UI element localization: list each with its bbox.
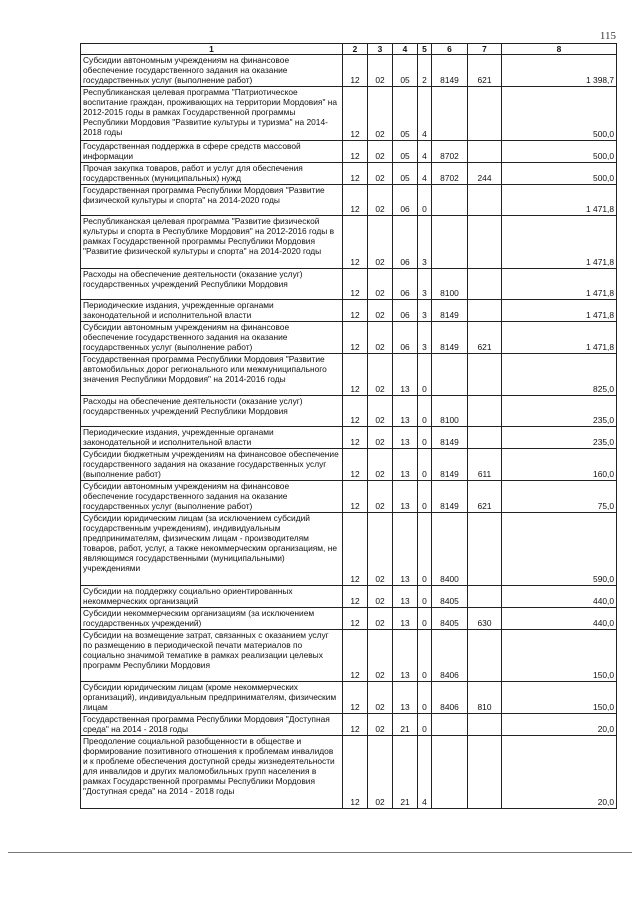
header-row [81,44,617,55]
column-header-4: 4 [393,44,418,55]
cell-c2: 12 [343,269,368,300]
cell-c6: 8406 [432,630,468,682]
cell-c7 [468,714,502,736]
table-row [81,449,617,481]
cell-c4: 05 [393,87,418,141]
column-header-6: 6 [432,44,468,55]
cell-c6 [432,216,468,269]
cell-c7 [468,185,502,216]
cell-c2: 12 [343,141,368,163]
cell-c2: 12 [343,513,368,586]
row-description: Субсидии на возмещение затрат, связанных с оказанием услуг по размещению в периодической печати материалов по социально значимой тематике в рамках реализации целевых программ Республики Мордовия [81,630,343,682]
cell-c5: 4 [418,163,432,185]
cell-c8: 825,0 [502,354,617,396]
cell-c4: 13 [393,513,418,586]
cell-c2: 12 [343,714,368,736]
row-description: Республиканская целевая программа "Развитие физической культуры и спорта в Республике Мордовия" на 2012-2016 годы в рамках Государственной программы Республики Мордовия "Развитие физической культуры и спорта" на 2014-2020 годы [81,216,343,269]
cell-c7 [468,141,502,163]
cell-c5: 0 [418,185,432,216]
cell-c7 [468,216,502,269]
cell-c8: 150,0 [502,630,617,682]
row-description: Субсидии автономным учреждениям на финансовое обеспечение государственного задания на оказание государственных услуг (выполнение работ) [81,481,343,513]
cell-c5: 0 [418,396,432,427]
cell-c2: 12 [343,481,368,513]
cell-c2: 12 [343,87,368,141]
cell-c6: 8149 [432,322,468,354]
row-description: Субсидии юридическим лицам (кроме некоммерческих организаций), индивидуальным предпринимателям, физическим лицам [81,682,343,714]
cell-c6: 8100 [432,269,468,300]
cell-c6: 8149 [432,300,468,322]
cell-c7 [468,630,502,682]
cell-c3: 02 [368,736,393,809]
cell-c7: 621 [468,55,502,87]
table-row [81,736,617,809]
cell-c7 [468,300,502,322]
row-description: Субсидии автономным учреждениям на финансовое обеспечение государственного задания на оказание государственных услуг (выполнение работ) [81,322,343,354]
cell-c8: 500,0 [502,163,617,185]
cell-c5: 0 [418,586,432,608]
cell-c2: 12 [343,322,368,354]
row-description: Периодические издания, учрежденные органами законодательной и исполнительной власти [81,427,343,449]
cell-c8: 235,0 [502,396,617,427]
cell-c7 [468,87,502,141]
cell-c4: 13 [393,354,418,396]
cell-c5: 0 [418,354,432,396]
table-row [81,682,617,714]
cell-c5: 3 [418,269,432,300]
cell-c3: 02 [368,269,393,300]
row-description: Расходы на обеспечение деятельности (оказание услуг) государственных учреждений Республики Мордовия [81,396,343,427]
cell-c7 [468,736,502,809]
cell-c8: 20,0 [502,736,617,809]
cell-c3: 02 [368,481,393,513]
column-header-5: 5 [418,44,432,55]
cell-c3: 02 [368,354,393,396]
table-row [81,608,617,630]
cell-c5: 0 [418,427,432,449]
cell-c7 [468,427,502,449]
cell-c3: 02 [368,630,393,682]
cell-c6: 8149 [432,481,468,513]
cell-c5: 3 [418,322,432,354]
table-row [81,322,617,354]
cell-c4: 06 [393,216,418,269]
cell-c6: 8400 [432,513,468,586]
cell-c3: 02 [368,163,393,185]
cell-c2: 12 [343,55,368,87]
row-description: Субсидии некоммерческим организациям (за исключением государственных учреждений) [81,608,343,630]
cell-c4: 05 [393,163,418,185]
row-description: Государственная программа Республики Мордовия "Развитие автомобильных дорог регионального или межмуниципального значения Республики Мордовия" на 2014-2016 годы [81,354,343,396]
cell-c4: 05 [393,55,418,87]
cell-c2: 12 [343,630,368,682]
cell-c5: 4 [418,87,432,141]
cell-c2: 12 [343,682,368,714]
cell-c3: 02 [368,185,393,216]
cell-c4: 13 [393,396,418,427]
cell-c6: 8149 [432,55,468,87]
cell-c2: 12 [343,354,368,396]
cell-c4: 13 [393,682,418,714]
cell-c3: 02 [368,300,393,322]
cell-c8: 1 471,8 [502,322,617,354]
table-row [81,481,617,513]
cell-c8: 500,0 [502,87,617,141]
table-row [81,427,617,449]
cell-c2: 12 [343,736,368,809]
cell-c8: 1 398,7 [502,55,617,87]
cell-c3: 02 [368,141,393,163]
row-description: Преодоление социальной разобщенности в обществе и формирование позитивного отношения к проблемам инвалидов и к проблеме обеспечения доступной среды жизнедеятельности для инвалидов и других маломобильных групп населения в рамках Государственной программы Республики Мордовия "Доступная среда" на 2014 - 2018 годы [81,736,343,809]
cell-c3: 02 [368,216,393,269]
cell-c8: 1 471,8 [502,185,617,216]
row-description: Субсидии юридическим лицам (за исключением субсидий государственным учреждениям), индивидуальным предпринимателям, физическим лицам - производителям товаров, работ, услуг, а также некоммерческим организациям, не являющимся государственными (муниципальными) учреждениями [81,513,343,586]
cell-c6: 8702 [432,163,468,185]
cell-c5: 0 [418,513,432,586]
cell-c6 [432,87,468,141]
cell-c3: 02 [368,55,393,87]
cell-c6: 8100 [432,396,468,427]
cell-c4: 06 [393,269,418,300]
cell-c4: 13 [393,586,418,608]
cell-c4: 13 [393,630,418,682]
cell-c5: 0 [418,714,432,736]
cell-c4: 06 [393,300,418,322]
cell-c8: 1 471,8 [502,300,617,322]
cell-c8: 235,0 [502,427,617,449]
cell-c4: 13 [393,427,418,449]
row-description: Государственная программа Республики Мордовия "Развитие физической культуры и спорта" на 2014-2020 годы [81,185,343,216]
cell-c8: 500,0 [502,141,617,163]
cell-c5: 3 [418,216,432,269]
cell-c8: 440,0 [502,608,617,630]
cell-c3: 02 [368,87,393,141]
cell-c6: 8405 [432,608,468,630]
cell-c4: 13 [393,481,418,513]
column-header-1: 1 [81,44,343,55]
cell-c3: 02 [368,682,393,714]
cell-c3: 02 [368,427,393,449]
cell-c8: 1 471,8 [502,269,617,300]
cell-c2: 12 [343,608,368,630]
cell-c4: 05 [393,141,418,163]
cell-c5: 0 [418,449,432,481]
cell-c6 [432,736,468,809]
cell-c7: 244 [468,163,502,185]
budget-table [80,43,617,809]
cell-c5: 0 [418,481,432,513]
cell-c4: 06 [393,185,418,216]
row-description: Государственная поддержка в сфере средств массовой информации [81,141,343,163]
cell-c8: 150,0 [502,682,617,714]
cell-c4: 13 [393,608,418,630]
table-row [81,185,617,216]
table-row [81,300,617,322]
cell-c5: 0 [418,630,432,682]
page-number: 115 [599,30,616,42]
table-row [81,630,617,682]
cell-c7 [468,354,502,396]
cell-c5: 3 [418,300,432,322]
cell-c4: 13 [393,449,418,481]
table-row [81,354,617,396]
column-header-2: 2 [343,44,368,55]
cell-c6: 8149 [432,449,468,481]
cell-c3: 02 [368,513,393,586]
cell-c7 [468,269,502,300]
table-row [81,216,617,269]
row-description: Расходы на обеспечение деятельности (оказание услуг) государственных учреждений Республики Мордовия [81,269,343,300]
cell-c8: 20,0 [502,714,617,736]
table-row [81,141,617,163]
cell-c6 [432,185,468,216]
cell-c7: 621 [468,322,502,354]
cell-c3: 02 [368,396,393,427]
cell-c2: 12 [343,427,368,449]
cell-c2: 12 [343,396,368,427]
row-description: Субсидии автономным учреждениям на финансовое обеспечение государственного задания на оказание государственных услуг (выполнение работ) [81,55,343,87]
row-description: Республиканская целевая программа "Патриотическое воспитание граждан, проживающих на территории Мордовия" на 2012-2015 годы в рамках Государственной программы Республики Мордовия "Развитие культуры и туризма" на 2014-2018 годы [81,87,343,141]
cell-c6: 8406 [432,682,468,714]
cell-c3: 02 [368,586,393,608]
cell-c7: 630 [468,608,502,630]
cell-c4: 21 [393,736,418,809]
cell-c8: 590,0 [502,513,617,586]
table-row [81,163,617,185]
cell-c7: 810 [468,682,502,714]
cell-c7 [468,513,502,586]
cell-c6: 8702 [432,141,468,163]
cell-c2: 12 [343,586,368,608]
cell-c3: 02 [368,322,393,354]
row-description: Прочая закупка товаров, работ и услуг для обеспечения государственных (муниципальных) нужд [81,163,343,185]
column-header-8: 8 [502,44,617,55]
cell-c6: 8405 [432,586,468,608]
table-row [81,396,617,427]
column-header-7: 7 [468,44,502,55]
cell-c4: 06 [393,322,418,354]
table-body [81,55,617,809]
cell-c8: 1 471,8 [502,216,617,269]
cell-c5: 0 [418,608,432,630]
cell-c2: 12 [343,300,368,322]
row-description: Субсидии на поддержку социально ориентированных некоммерческих организаций [81,586,343,608]
cell-c5: 4 [418,141,432,163]
cell-c7 [468,586,502,608]
cell-c2: 12 [343,449,368,481]
cell-c5: 4 [418,736,432,809]
table-row [81,87,617,141]
cell-c3: 02 [368,608,393,630]
bottom-rule [8,852,632,853]
cell-c5: 0 [418,682,432,714]
cell-c7: 621 [468,481,502,513]
cell-c4: 21 [393,714,418,736]
cell-c2: 12 [343,216,368,269]
table-row [81,714,617,736]
cell-c6 [432,714,468,736]
cell-c7 [468,396,502,427]
cell-c5: 2 [418,55,432,87]
cell-c3: 02 [368,449,393,481]
cell-c8: 160,0 [502,449,617,481]
row-description: Периодические издания, учрежденные органами законодательной и исполнительной власти [81,300,343,322]
table-row [81,513,617,586]
cell-c8: 75,0 [502,481,617,513]
cell-c6: 8149 [432,427,468,449]
cell-c7: 611 [468,449,502,481]
cell-c2: 12 [343,185,368,216]
column-header-3: 3 [368,44,393,55]
row-description: Государственная программа Республики Мордовия "Доступная среда" на 2014 - 2018 годы [81,714,343,736]
cell-c2: 12 [343,163,368,185]
row-description: Субсидии бюджетным учреждениям на финансовое обеспечение государственного задания на оказание государственных услуг (выполнение работ) [81,449,343,481]
cell-c8: 440,0 [502,586,617,608]
table-row [81,586,617,608]
cell-c3: 02 [368,714,393,736]
table-row [81,269,617,300]
table-row [81,55,617,87]
cell-c6 [432,354,468,396]
